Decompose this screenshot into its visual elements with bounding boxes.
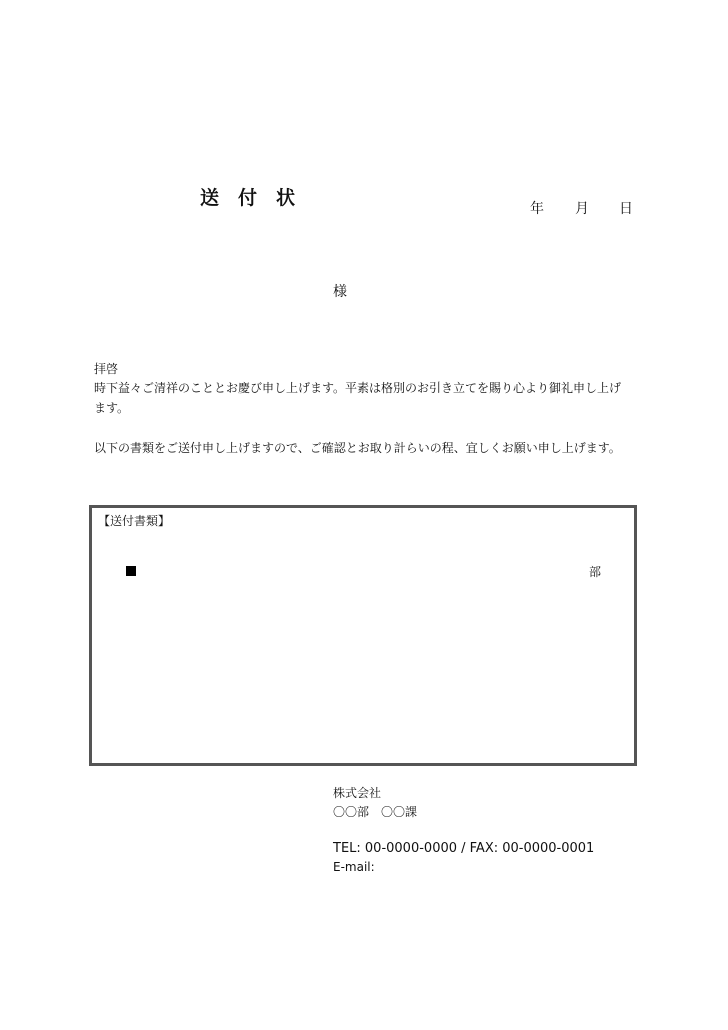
enclosures-header: 【送付書類】 (98, 514, 171, 528)
salutation: 拝啓 (94, 362, 119, 376)
greeting-paragraph (94, 378, 621, 418)
date-day-label: 日 (619, 201, 633, 217)
copies-unit-label: 部 (589, 565, 602, 579)
square-bullet-icon (126, 566, 136, 576)
sender-email: E-mail: (333, 860, 375, 874)
recipient-honorific: 様 (333, 284, 347, 300)
sender-department: 〇〇部 〇〇課 (333, 805, 418, 819)
enclosure-paragraph: 以下の書類をご送付申し上げますので、ご確認とお取り計らいの程、宜しくお願い申し上げます。 (94, 441, 621, 455)
sender-tel-fax: TEL: 00-0000-0000 / FAX: 00-0000-0001 (333, 841, 595, 856)
document-title: 送付状 (200, 187, 315, 209)
greeting-line-2: ます。 (94, 401, 130, 415)
date-month-label: 月 (575, 201, 589, 217)
enclosures-box (89, 505, 637, 766)
sender-company: 株式会社 (333, 786, 382, 800)
greeting-line-1: 時下益々ご清祥のこととお慶び申し上げます。平素は格別のお引き立てを賜り心より御礼申し上げ (94, 381, 622, 395)
date-year-label: 年 (530, 201, 544, 217)
